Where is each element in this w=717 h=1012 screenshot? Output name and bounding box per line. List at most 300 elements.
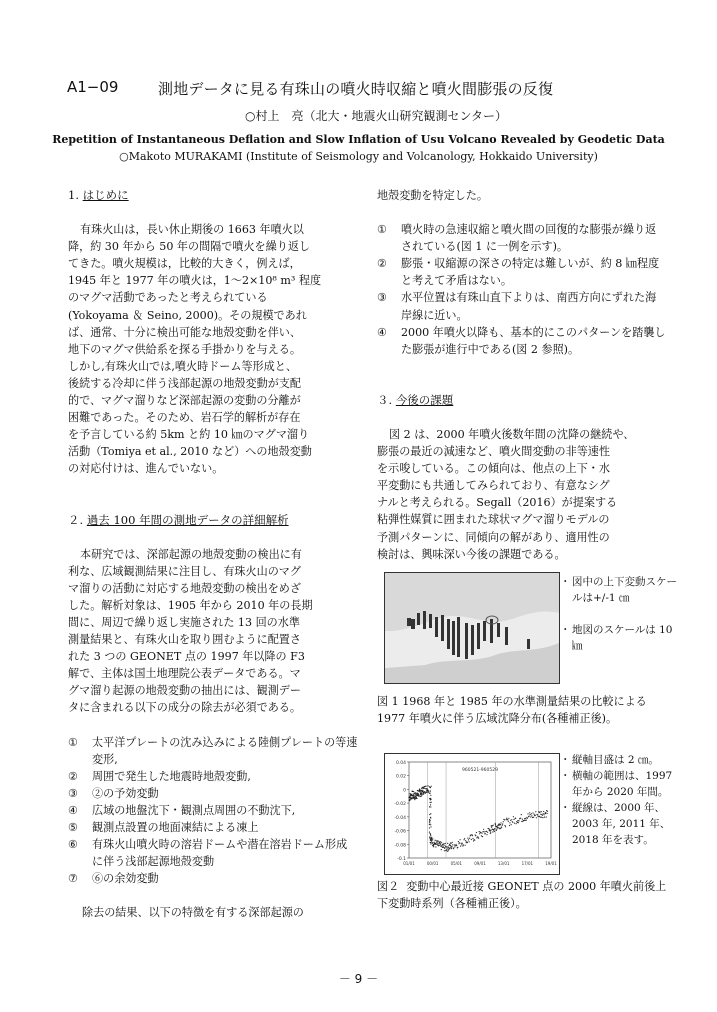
list-item-text: ②の予効変動 — [92, 786, 159, 800]
data-point — [480, 832, 481, 833]
list-item-text: 広域の地盤沈下・観測点周囲の不動沈下, — [92, 803, 296, 817]
data-point — [483, 829, 484, 830]
data-point — [429, 798, 430, 799]
data-point — [432, 842, 433, 843]
text-line: 膨張の最近の減速など、噴火間変動の非等速性 — [377, 445, 610, 459]
data-point — [454, 844, 455, 845]
data-point — [489, 829, 490, 830]
text-line: 予測パターンに、同傾向の解があり、適用性の — [377, 530, 610, 544]
data-point — [410, 799, 411, 800]
data-point — [424, 788, 425, 789]
data-point — [423, 794, 424, 795]
list-item — [377, 289, 667, 323]
data-point — [430, 820, 431, 821]
figure-2-notes — [562, 752, 680, 848]
data-point — [479, 833, 480, 834]
data-point — [420, 792, 421, 793]
data-point — [517, 822, 518, 823]
data-point — [428, 792, 429, 793]
data-point — [511, 824, 512, 825]
data-point — [518, 822, 519, 823]
data-point — [514, 823, 515, 824]
data-point — [504, 819, 505, 820]
data-point — [430, 804, 431, 805]
data-point — [429, 806, 430, 807]
section-1-body — [68, 221, 358, 477]
data-point — [430, 834, 431, 835]
data-point — [416, 794, 417, 795]
list-item-number: ⑥ — [68, 838, 78, 852]
data-point — [477, 836, 478, 837]
data-point — [429, 824, 430, 825]
data-point — [457, 847, 458, 848]
data-point — [414, 799, 415, 800]
data-point — [527, 813, 528, 814]
data-point — [478, 838, 479, 839]
data-point — [545, 812, 546, 813]
data-point — [503, 821, 504, 822]
list-item-text: 水平位置は有珠山直下よりは、南西方向にずれた海岸線に近い。 — [401, 291, 657, 322]
data-point — [536, 817, 537, 818]
data-point — [430, 787, 431, 788]
data-point — [469, 841, 470, 842]
data-point — [467, 842, 468, 843]
data-point — [515, 818, 516, 819]
list-item-number: ④ — [377, 325, 387, 339]
data-point — [538, 816, 539, 817]
data-point — [444, 847, 445, 848]
list-item — [377, 255, 667, 289]
figure-note: ・ 横軸の範囲は、1997 年から 2020 年間。 — [562, 768, 680, 800]
y-tick-label: 0.02 — [395, 774, 406, 780]
data-point — [409, 800, 410, 801]
list-item-number: ② — [68, 769, 78, 783]
data-point — [527, 818, 528, 819]
data-point — [430, 835, 431, 836]
text-line: 困難であった。そのため、岩石学的解析が存在 — [68, 411, 301, 425]
data-point — [509, 825, 510, 826]
data-point — [418, 793, 419, 794]
text-line: マ溜りの活動に対応する地殻変動の検出をめざ — [68, 581, 301, 595]
data-point — [430, 842, 431, 843]
data-point — [429, 821, 430, 822]
figure-1-caption: 図 1 1968 年と 1985 年の水準測量結果の比較による 1977 年噴火に伴う広域沈降分布(各種補正後)。 — [377, 695, 647, 725]
data-point — [506, 819, 507, 820]
data-point — [546, 816, 547, 817]
data-point — [479, 831, 480, 832]
text-line: 活動（Tomiya et al., 2010 など）への地殻変動 — [68, 445, 312, 459]
data-point — [429, 838, 430, 839]
section-2-body — [68, 546, 358, 717]
list-item-text: ⑥の余効変動 — [92, 872, 159, 886]
text-line: 間に、周辺で繰り返し実施された 13 回の水準 — [68, 615, 300, 629]
list-item-number: ① — [377, 223, 387, 237]
y-tick-label: -0.06 — [394, 829, 406, 835]
data-point — [441, 849, 442, 850]
text-line: 本研究では、深部起源の地殻変動の検出に有 — [80, 547, 302, 561]
data-point — [416, 798, 417, 799]
x-tick-label: 09/01 — [474, 861, 486, 866]
data-point — [544, 817, 545, 818]
text-line: 有珠火山は，長い休止期後の 1663 年噴火以 — [80, 223, 304, 237]
data-point — [508, 818, 509, 819]
data-point — [454, 846, 455, 847]
data-point — [537, 814, 538, 815]
data-point — [530, 814, 531, 815]
data-point — [541, 811, 542, 812]
data-point — [430, 824, 431, 825]
list-item-number: ② — [377, 257, 387, 271]
data-point — [427, 785, 428, 786]
figure-note: ・ 縦軸目盛は 2 ㎝。 — [562, 752, 680, 768]
data-point — [535, 811, 536, 812]
data-point — [469, 838, 470, 839]
data-point — [493, 825, 494, 826]
data-point — [495, 823, 496, 824]
data-point — [534, 814, 535, 815]
text-line: の対応付けは、進んでいない。 — [68, 462, 224, 476]
text-line: 平変動にも共通してみられており、有意なシグ — [377, 479, 610, 493]
list-item-number: ③ — [377, 291, 387, 305]
data-point — [456, 845, 457, 846]
data-point — [435, 846, 436, 847]
data-point — [512, 822, 513, 823]
data-point — [423, 792, 424, 793]
data-point — [532, 817, 533, 818]
x-tick-label: 00/01 — [426, 861, 439, 866]
data-point — [500, 824, 501, 825]
data-point — [505, 826, 506, 827]
data-point — [547, 811, 548, 812]
data-point — [438, 845, 439, 846]
figure-1-notes — [562, 574, 680, 654]
data-point — [444, 850, 445, 851]
list-item-text: 噴火時の急速収縮と噴火間の回復的な膨張が繰り返されている(図 1 に一例を示す)。 — [401, 223, 657, 254]
data-point — [481, 835, 482, 836]
data-point — [508, 821, 509, 822]
list-item-number: ⑤ — [68, 821, 78, 834]
data-point — [488, 828, 489, 829]
plot-frame — [409, 762, 551, 858]
data-point — [487, 832, 488, 833]
data-point — [432, 838, 433, 839]
page-number: － 9 － — [338, 972, 379, 986]
data-point — [544, 814, 545, 815]
left-column — [68, 187, 358, 921]
list-item — [68, 870, 358, 887]
data-point — [435, 844, 436, 845]
data-point — [430, 839, 431, 840]
data-point — [540, 817, 541, 818]
list-item — [68, 768, 358, 785]
data-point — [453, 847, 454, 848]
data-point — [431, 837, 432, 838]
data-point — [460, 839, 461, 840]
section-2-heading: ２. 過去 100 年間の測地データの詳細解析 — [68, 512, 289, 527]
list-item-number: ③ — [68, 786, 78, 800]
data-point — [434, 844, 435, 845]
data-point — [481, 833, 482, 834]
data-point — [428, 790, 429, 791]
data-point — [522, 819, 523, 820]
data-point — [468, 839, 469, 840]
text-line: 後続する冷却に伴う浅部起源の地殻変動が支配 — [68, 376, 301, 390]
figure-1-graphic — [385, 573, 559, 683]
data-point — [532, 812, 533, 813]
list-item-text: 太平洋プレートの沈み込みによる陸側プレートの等速変形, — [92, 735, 358, 766]
data-point — [507, 819, 508, 820]
data-point — [448, 850, 449, 851]
text-line: のマグマ活動であったと考えられている — [68, 291, 268, 305]
data-point — [491, 827, 492, 828]
data-point — [430, 813, 431, 814]
data-point — [448, 847, 449, 848]
data-point — [520, 818, 521, 819]
data-point — [502, 823, 503, 824]
data-point — [422, 794, 423, 795]
data-point — [461, 843, 462, 844]
data-point — [521, 821, 522, 822]
plot-label: 960521-960529 — [462, 768, 498, 773]
data-point — [542, 815, 543, 816]
text-line: した。解析対象は、1905 年から 2010 年の長期 — [68, 598, 313, 612]
data-point — [460, 846, 461, 847]
right-column — [377, 187, 667, 563]
x-tick-label: 01/01 — [403, 861, 415, 866]
data-point — [543, 813, 544, 814]
data-point — [485, 833, 486, 834]
data-point — [525, 818, 526, 819]
figure-note: ・ 縦線は、2000 年、2003 年, 2011 年、2018 年を表す。 — [562, 800, 680, 848]
data-point — [431, 802, 432, 803]
data-point — [463, 839, 464, 840]
text-line: ナルと考えられる。Segall（2016）が提案する — [377, 496, 618, 510]
x-tick-label: 17/01 — [521, 861, 534, 866]
data-point — [496, 830, 497, 831]
section-3-heading: ３. 今後の課題 — [377, 392, 454, 407]
data-point — [421, 788, 422, 789]
data-point — [517, 820, 518, 821]
figure-note: ・ 図中の上下変動スケールは+/-1 ㎝ — [562, 574, 680, 606]
text-line: グマ溜り起源の地殻変動の抽出には、観測デー — [68, 684, 301, 698]
data-point — [413, 791, 414, 792]
data-point — [449, 847, 450, 848]
list-item-number: ④ — [68, 803, 78, 817]
paper-title: 測地データに見る有珠山の噴火時収縮と噴火間膨張の反復 — [158, 80, 554, 98]
data-point — [430, 795, 431, 796]
data-point — [531, 813, 532, 814]
text-line: 図 2 は、2000 年噴火後数年間の沈降の継続や、 — [389, 427, 635, 441]
data-point — [462, 843, 463, 844]
list-item — [68, 836, 358, 870]
data-point — [429, 793, 430, 794]
data-point — [451, 846, 452, 847]
data-point — [501, 827, 502, 828]
text-line: を予言している約 5km と約 10 ㎞のマグマ溜り — [68, 428, 310, 442]
data-point — [526, 820, 527, 821]
data-point — [433, 846, 434, 847]
data-point — [472, 838, 473, 839]
data-point — [447, 843, 448, 844]
data-point — [474, 840, 475, 841]
list-item-text: 観測点設置の地面凍結による凍上 — [92, 821, 259, 834]
data-point — [525, 820, 526, 821]
data-point — [472, 835, 473, 836]
data-point — [531, 815, 532, 816]
data-point — [446, 847, 447, 848]
data-point — [498, 827, 499, 828]
data-point — [451, 848, 452, 849]
data-point — [429, 832, 430, 833]
text-line: れた 3 つの GEONET 点の 1997 年以降の F3 — [68, 650, 305, 664]
data-point — [452, 842, 453, 843]
list-item-text: 周囲で発生した地震時地殻変動, — [92, 769, 251, 783]
y-tick-label: -0.02 — [394, 802, 406, 808]
text-line: を示唆している。この傾向は、他点の上下・水 — [377, 462, 610, 476]
data-point — [441, 842, 442, 843]
data-point — [470, 835, 471, 836]
english-author: ○Makoto MURAKAMI (Institute of Seismology and Volcanology, Hokkaido University) — [119, 150, 598, 163]
y-tick-label: 0 — [403, 788, 406, 794]
data-point — [425, 786, 426, 787]
text-line: タに含まれる以下の成分の除去が必須である。 — [68, 701, 301, 715]
figure-2-graphic — [385, 754, 559, 874]
data-point — [418, 796, 419, 797]
data-point — [471, 839, 472, 840]
figure-1-map — [384, 572, 560, 684]
data-point — [524, 818, 525, 819]
data-point — [429, 827, 430, 828]
list-item-number: ⑦ — [68, 872, 78, 886]
data-point — [435, 840, 436, 841]
data-point — [429, 786, 430, 787]
data-point — [529, 812, 530, 813]
data-point — [440, 843, 441, 844]
data-point — [504, 825, 505, 826]
data-point — [496, 829, 497, 830]
data-point — [433, 842, 434, 843]
data-point — [459, 842, 460, 843]
data-point — [447, 848, 448, 849]
data-point — [513, 819, 514, 820]
data-point — [467, 838, 468, 839]
data-point — [412, 791, 413, 792]
data-point — [541, 817, 542, 818]
data-point — [420, 796, 421, 797]
figure-note: ・ 地図のスケールは 10 ㎞ — [562, 622, 680, 654]
data-point — [509, 822, 510, 823]
data-point — [482, 836, 483, 837]
data-point — [429, 814, 430, 815]
data-point — [452, 844, 453, 845]
data-point — [500, 828, 501, 829]
data-point — [430, 791, 431, 792]
data-point — [451, 843, 452, 844]
data-point — [547, 813, 548, 814]
abstract-code: A1−09 — [67, 78, 119, 96]
data-point — [529, 816, 530, 817]
data-point — [429, 822, 430, 823]
data-point — [430, 843, 431, 844]
section-3-body — [377, 426, 667, 563]
list-item-number: ① — [68, 735, 78, 749]
data-point — [539, 812, 540, 813]
data-point — [423, 787, 424, 788]
text-line: 的で、マグマ溜りなど深部起源の変動の分離が — [68, 394, 301, 408]
data-point — [494, 828, 495, 829]
data-point — [495, 824, 496, 825]
list-item-text: 2000 年噴火以降も、基本的にこのパターンを踏襲した膨張が進行中である(図 2 参照)。 — [401, 325, 666, 356]
data-point — [461, 844, 462, 845]
data-point — [476, 832, 477, 833]
continuation-line: 地殻変動を特定した。 — [377, 189, 488, 202]
data-point — [500, 822, 501, 823]
data-point — [533, 817, 534, 818]
data-point — [438, 841, 439, 842]
data-point — [424, 786, 425, 787]
data-point — [427, 792, 428, 793]
data-point — [465, 840, 466, 841]
list-item — [377, 221, 667, 255]
data-point — [450, 845, 451, 846]
text-line: 測量結果と、有珠火山を取り囲むように配置さ — [68, 633, 301, 647]
data-point — [443, 847, 444, 848]
data-point — [422, 791, 423, 792]
data-point — [484, 831, 485, 832]
data-point — [456, 844, 457, 845]
data-point — [430, 806, 431, 807]
data-point — [530, 816, 531, 817]
data-point — [421, 792, 422, 793]
list-item-text: 膨張・収縮源の深さの特定は難しいが、約 8 ㎞程度と考えて矛盾はない。 — [401, 257, 660, 288]
data-point — [513, 816, 514, 817]
data-point — [483, 831, 484, 832]
data-point — [506, 818, 507, 819]
data-point — [430, 826, 431, 827]
data-point — [494, 831, 495, 832]
data-point — [429, 836, 430, 837]
text-line: 地下のマグマ供給系を探る手掛かりを与える。 — [68, 342, 301, 356]
data-point — [486, 834, 487, 835]
text-line: 解で、主体は国土地理院公表データである。マ — [68, 667, 301, 681]
data-point — [502, 825, 503, 826]
features-list — [377, 221, 667, 358]
data-point — [443, 843, 444, 844]
figure-2-chart — [384, 753, 560, 875]
data-point — [449, 844, 450, 845]
closing-line: 除去の結果、以下の特徴を有する深部起源の — [82, 906, 304, 920]
data-point — [444, 845, 445, 846]
data-point — [540, 814, 541, 815]
data-point — [421, 795, 422, 796]
data-point — [486, 831, 487, 832]
removal-list — [68, 734, 358, 888]
data-point — [445, 846, 446, 847]
list-item-text: 有珠火山噴火時の溶岩ドームや潜在溶岩ドーム形成に伴う浅部起源地殻変動 — [92, 838, 348, 869]
text-line: ば、通常、十分に検出可能な地殻変動を伴い、 — [68, 325, 301, 339]
text-line: てきた。噴火規模は，比較的大きく，例えば， — [68, 257, 301, 271]
figure-2-caption: 図２ 変動中心最近接 GEONET 点の 2000 年噴火前後上下変動時系列（各種補正後）。 — [377, 880, 667, 910]
text-line: しかし,有珠火山では,噴火時ドーム等形成と、 — [68, 359, 297, 373]
y-tick-label: -0.08 — [394, 843, 406, 849]
data-point — [440, 844, 441, 845]
x-tick-label: 19/01 — [545, 861, 557, 866]
text-line: 降，約 30 年から 50 年の間隔で噴火を繰り返し — [68, 240, 311, 254]
data-point — [414, 795, 415, 796]
data-point — [493, 829, 494, 830]
data-point — [430, 799, 431, 800]
list-item — [68, 802, 358, 819]
